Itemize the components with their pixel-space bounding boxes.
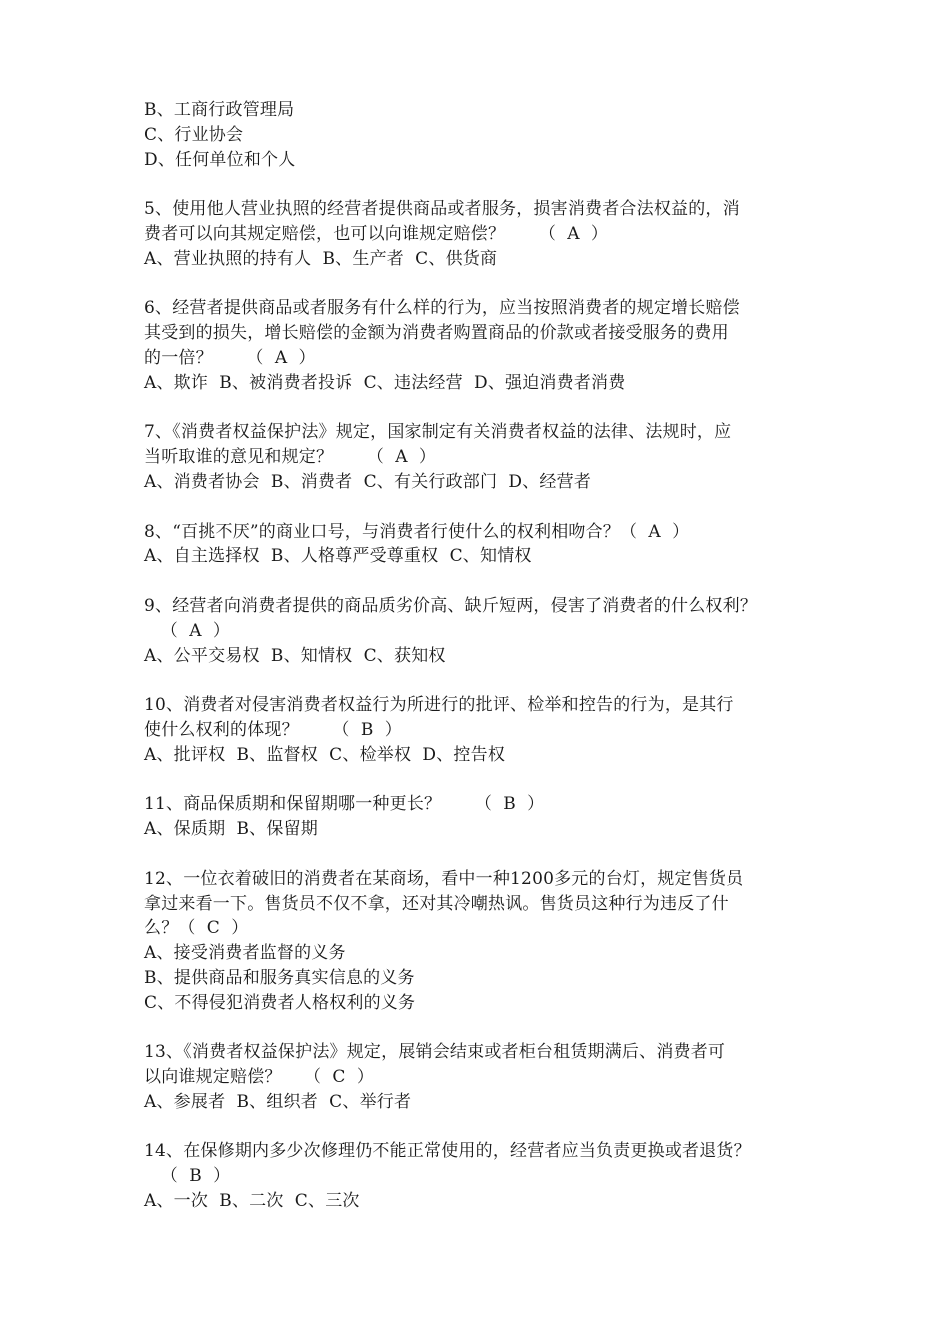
text-line: A、自主选择权 B、人格尊严受尊重权 C、知情权 — [144, 546, 532, 567]
blank-line — [144, 272, 824, 297]
text-line: D、任何单位和个人 — [144, 149, 296, 170]
text-line: 拿过来看一下。售货员不仅不拿，还对其冷嘲热讽。售货员这种行为违反了什 — [144, 893, 729, 914]
text-line: 14、在保修期内多少次修理仍不能正常使用的，经营者应当负责更换或者退货？ — [144, 1141, 751, 1162]
text-line: C、不得侵犯消费者人格权利的义务 — [144, 992, 416, 1013]
blank-line — [144, 668, 824, 693]
text-line: 11、商品保质期和保留期哪一种更长？ （ B ） — [144, 794, 545, 815]
text-line: A、公平交易权 B、知情权 C、获知权 — [144, 645, 446, 666]
text-line: A、营业执照的持有人 B、生产者 C、供货商 — [144, 248, 498, 269]
text-line: A、欺诈 B、被消费者投诉 C、违法经营 D、强迫消费者消费 — [144, 372, 626, 393]
text-line: 使什么权利的体现？ （ B ） — [144, 719, 402, 740]
text-line: B、提供商品和服务真实信息的义务 — [144, 967, 415, 988]
text-line: 当听取谁的意见和规定？ （ A ） — [144, 447, 437, 468]
text-line: 以向谁规定赔偿？ （ C ） — [144, 1067, 375, 1088]
text-line: 8、“百挑不厌”的商业口号，与消费者行使什么的权利相吻合？（ A ） — [144, 521, 690, 542]
text-line: 的一倍？ （ A ） — [144, 347, 316, 368]
text-line: 5、使用他人营业执照的经营者提供商品或者服务，损害消费者合法权益的，消 — [144, 199, 740, 220]
text-line: 13、《消费者权益保护法》规定，展销会结束或者柜台租赁期满后、消费者可 — [144, 1042, 726, 1063]
blank-line — [144, 1015, 824, 1040]
text-line: A、参展者 B、组织者 C、举行者 — [144, 1091, 412, 1112]
text-line: C、行业协会 — [144, 124, 244, 145]
blank-line — [144, 172, 824, 197]
blank-line — [144, 396, 824, 421]
text-line: A、批评权 B、监督权 C、检举权 D、控告权 — [144, 744, 506, 765]
text-line: A、消费者协会 B、消费者 C、有关行政部门 D、经营者 — [144, 471, 592, 492]
text-line: B、工商行政管理局 — [144, 100, 295, 120]
blank-line — [144, 768, 824, 793]
blank-line — [144, 842, 824, 867]
text-line: 其受到的损失，增长赔偿的金额为消费者购置商品的价款或者接受服务的费用 — [144, 323, 729, 344]
text-line: 费者可以向其规定赔偿，也可以向谁规定赔偿？ （ A ） — [144, 223, 609, 244]
text-line: A、保质期 B、保留期 — [144, 819, 318, 840]
text-line: （ A ） — [144, 620, 231, 641]
text-line: 12、一位衣着破旧的消费者在某商场，看中一种1200多元的台灯，规定售货员 — [144, 868, 744, 889]
text-line: A、接受消费者监督的义务 — [144, 943, 346, 964]
text-line: 7、《消费者权益保护法》规定，国家制定有关消费者权益的法律、法规时，应 — [144, 422, 732, 443]
blank-line — [144, 1115, 824, 1140]
text-line: 9、经营者向消费者提供的商品质劣价高、缺斤短两，侵害了消费者的什么权利？ — [144, 595, 758, 616]
text-line: A、一次 B、二次 C、三次 — [144, 1191, 360, 1212]
blank-line — [144, 569, 824, 594]
text-line: 10、消费者对侵害消费者权益行为所进行的批评、检举和控告的行为，是其行 — [144, 695, 734, 716]
blank-line — [144, 495, 824, 520]
question-text-block — [144, 98, 824, 1214]
text-line: （ B ） — [144, 1166, 231, 1187]
text-line: 6、经营者提供商品或者服务有什么样的行为，应当按照消费者的规定增长赔偿 — [144, 298, 740, 319]
text-line: 么？（ C ） — [144, 918, 249, 939]
